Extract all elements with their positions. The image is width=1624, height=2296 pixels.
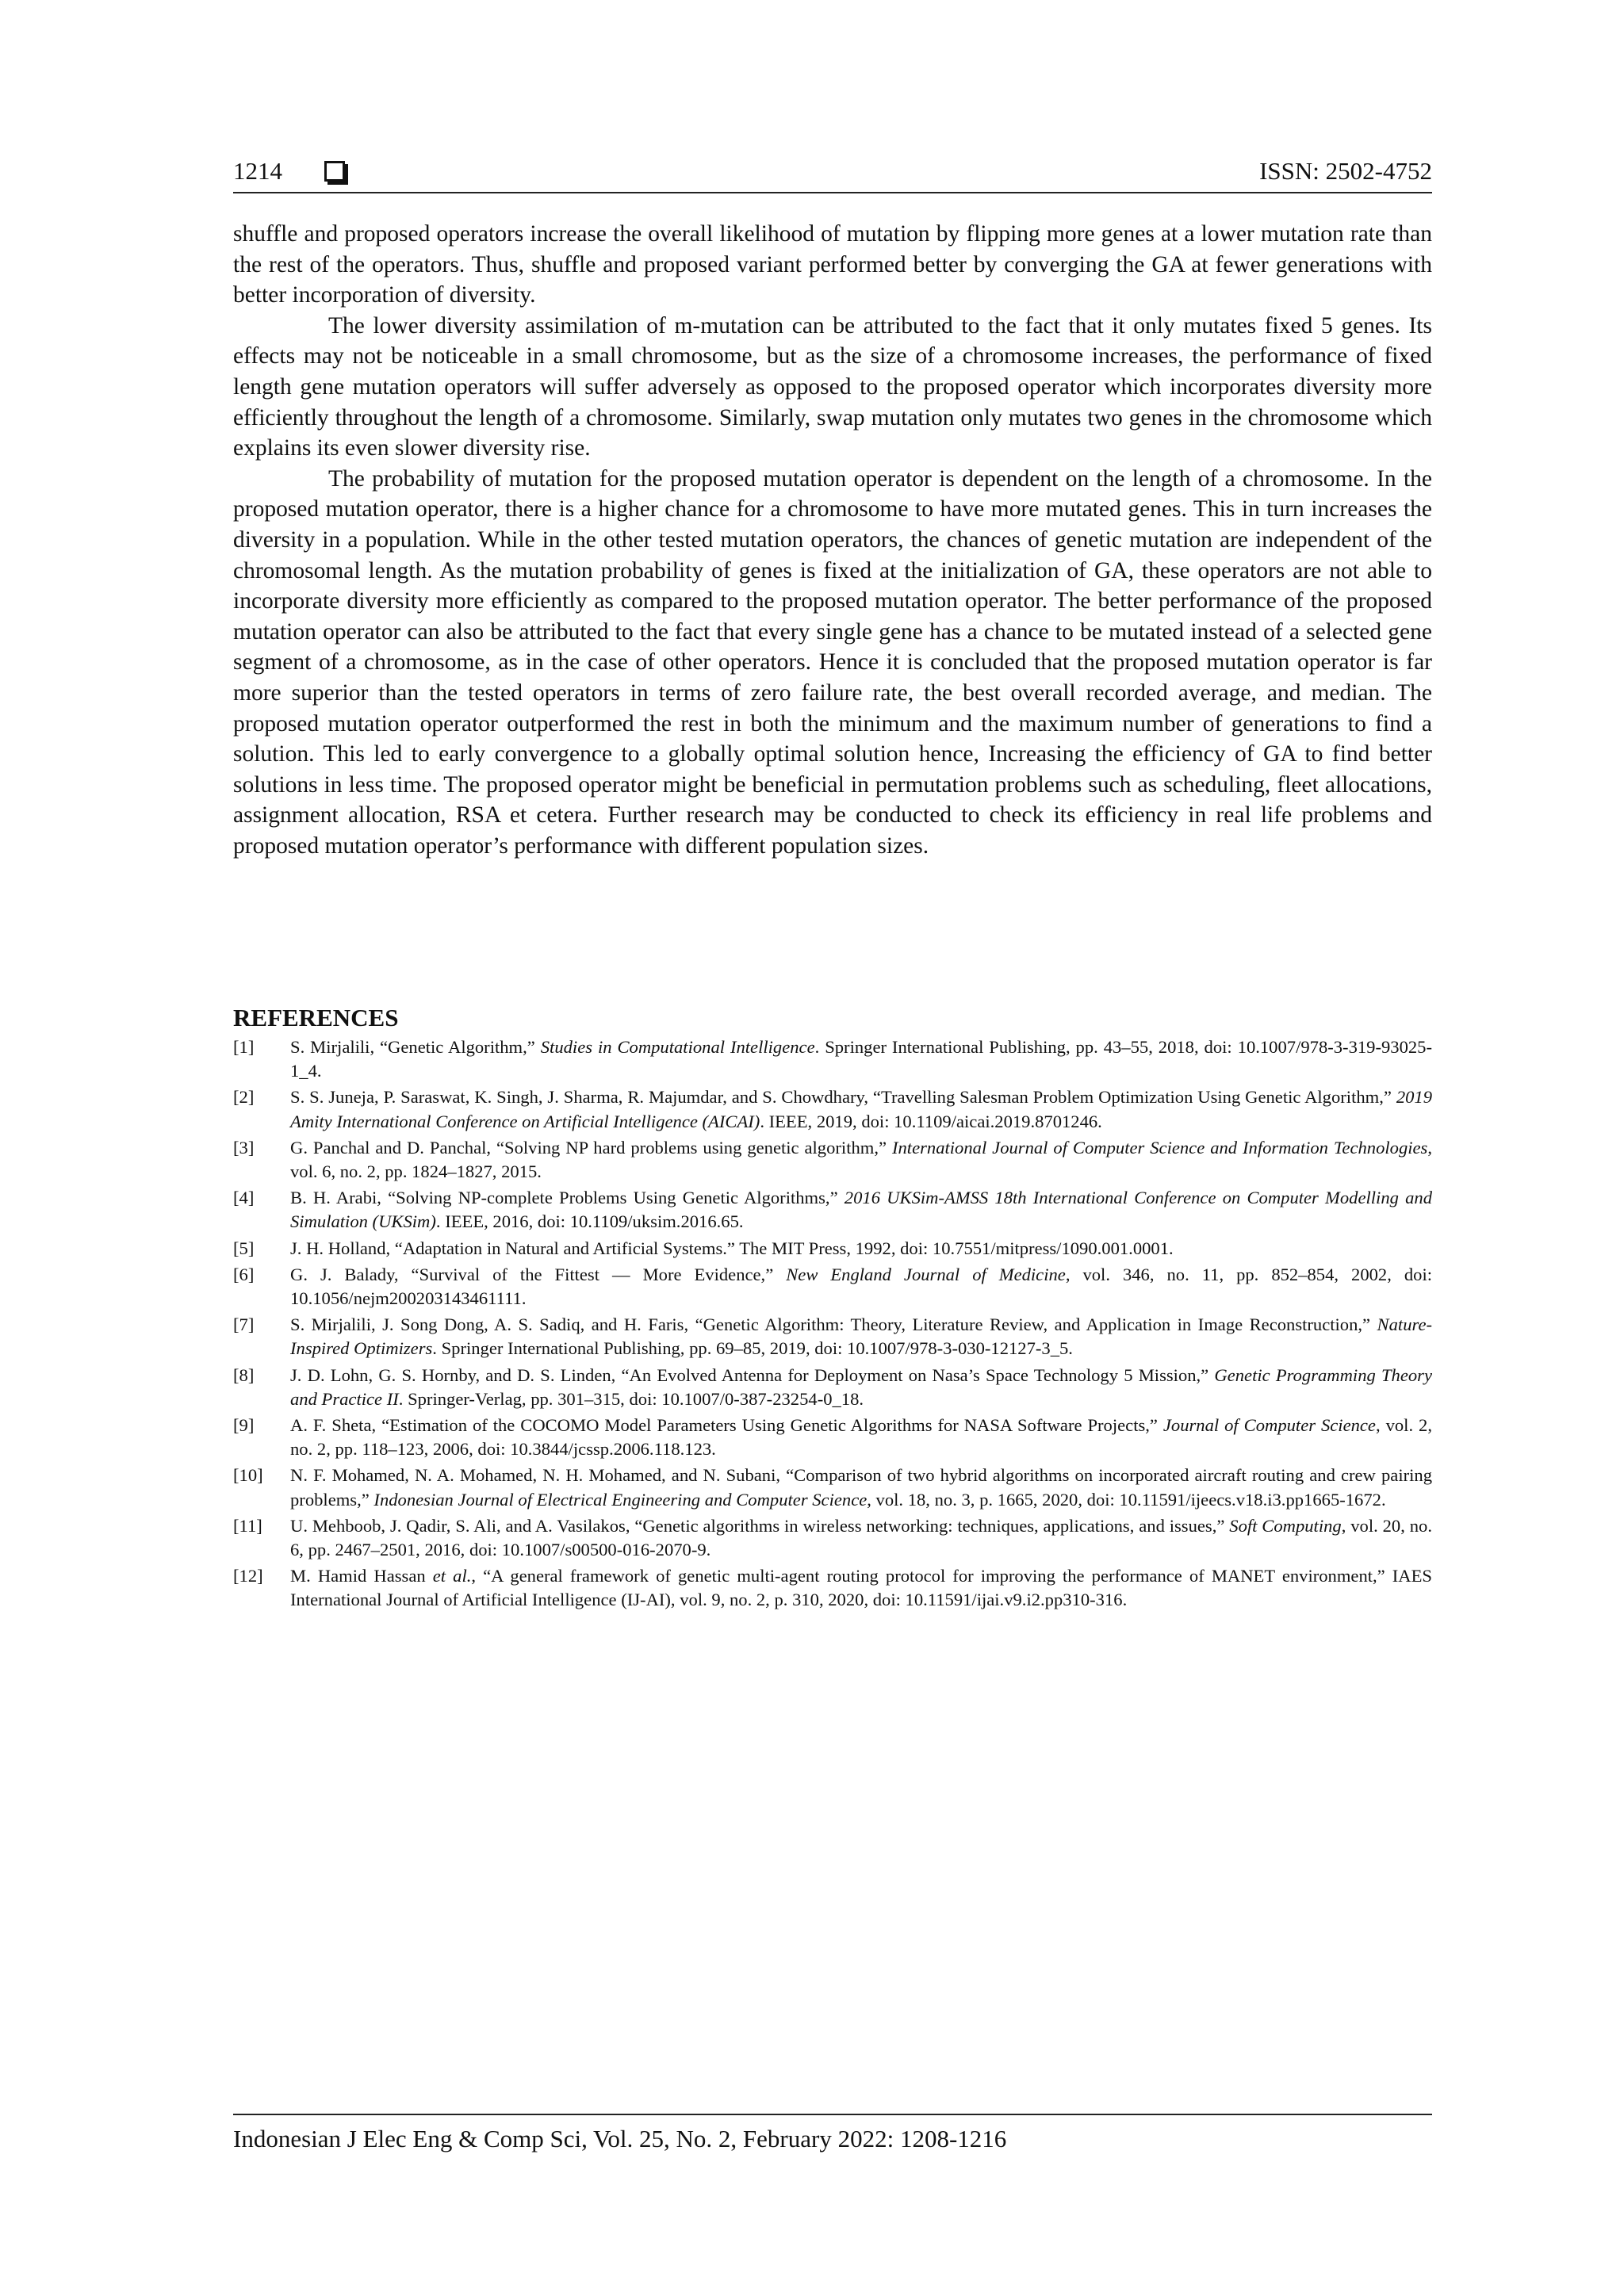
reference-text-plain: J. D. Lohn, G. S. Hornby, and D. S. Linden, “An Evolved Antenna for Deployment on Nasa’s Space Technology 5 Mission,” [290, 1364, 1215, 1385]
reference-source: International Journal of Computer Science and Information Technologies [891, 1137, 1428, 1158]
reference-text [290, 1514, 1432, 1562]
reference-item [233, 1136, 1432, 1184]
reference-source: Studies in Computational Intelligence [540, 1037, 815, 1057]
reference-number: [8] [233, 1364, 255, 1385]
reference-source: Soft Computing [1229, 1515, 1342, 1536]
reference-text-plain: , vol. 20, no. 6, pp. 2467–2501, 2016, doi: 10.1007/s00500-016-2070-9. [290, 1515, 1432, 1560]
reference-text [290, 1186, 1432, 1234]
reference-source: Indonesian Journal of Electrical Engineering and Computer Science [373, 1489, 868, 1510]
reference-item [233, 1464, 1432, 1511]
reference-text-plain: U. Mehboob, J. Qadir, S. Ali, and A. Vasilakos, “Genetic algorithms in wireless networking: techniques, applications, and issues,” [290, 1515, 1230, 1536]
paragraph: The probability of mutation for the proposed mutation operator is dependent on the length of a chromosome. In the proposed mutation operator, there is a higher chance for a chromosome to have more mutated genes. This in turn increases the diversity in a population. While in the other tested mutation operators, the chances of genetic mutation are independent of the chromosomal length. As the mutation probability of genes is fixed at the initialization of GA, these operators are not able to incorporate diversity more efficiently as compared to the proposed mutation operator. The better performance of the proposed mutation operator can also be attributed to the fact that every single gene has a chance to be mutated instead of a selected gene segment of a chromosome, as in the case of other operators. Hence it is concluded that the proposed mutation operator is far more superior than the tested operators in terms of zero failure rate, the best overall recorded average, and median. The proposed mutation operator outperformed the rest in both the minimum and the maximum number of generations to find a solution. This led to early convergence to a globally optimal solution hence, Increasing the efficiency of GA to find better solutions in less time. The proposed operator might be beneficial in permutation problems such as scheduling, fleet allocations, assignment allocation, RSA et cetera. Further research may be conducted to check its efficiency in real life problems and proposed mutation operator’s performance with different population sizes. [233, 465, 1432, 859]
reference-source: et al. [432, 1566, 472, 1586]
references-section [233, 1002, 1432, 1615]
paragraph: shuffle and proposed operators increase the overall likelihood of mutation by flipping more genes at a lower mutation rate than the rest of the operators. Thus, shuffle and proposed variant performed better by converging the GA at fewer generations with better incorporation of diversity. [233, 221, 1432, 308]
footer-citation: Indonesian J Elec Eng & Comp Sci, Vol. 25, No. 2, February 2022: 1208-1216 [233, 2125, 1007, 2152]
reference-text-plain: , “A general framework of genetic multi-agent routing protocol for improving the performance of MANET environment,” IAES International Journal of Artificial Intelligence (IJ-AI), vol. 9, no. 2, p. 310, 2020, doi: 10.11591/ijai.v9.i2.pp310-316. [290, 1566, 1432, 1610]
reference-number: [9] [233, 1415, 255, 1436]
page-number: 1214 [233, 157, 282, 185]
reference-item [233, 1186, 1432, 1234]
reference-source: Journal of Computer Science [1162, 1415, 1376, 1436]
reference-item [233, 1313, 1432, 1360]
body-text [233, 219, 1432, 861]
reference-text-plain: B. H. Arabi, “Solving NP-complete Problems Using Genetic Algorithms,” [290, 1188, 845, 1208]
reference-text [290, 1414, 1432, 1461]
reference-text-plain: , vol. 18, no. 3, p. 1665, 2020, doi: 10.11591/ijeecs.v18.i3.pp1665-1672. [867, 1489, 1386, 1510]
reference-item [233, 1364, 1432, 1411]
reference-text-plain: G. Panchal and D. Panchal, “Solving NP hard problems using genetic algorithm,” [290, 1137, 892, 1158]
references-heading: REFERENCES [233, 1004, 399, 1031]
reference-number: [2] [233, 1087, 255, 1108]
reference-text [290, 1313, 1432, 1360]
reference-item [233, 1263, 1432, 1311]
reference-source: 2016 UKSim-AMSS 18th International Conference on Computer Modelling and Simulation (UKSim) [290, 1188, 1433, 1232]
reference-number: [6] [233, 1264, 255, 1284]
reference-text-plain: . IEEE, 2016, doi: 10.1109/uksim.2016.65. [435, 1211, 744, 1232]
reference-text [290, 1085, 1432, 1133]
reference-text-plain: M. Hamid Hassan [290, 1566, 433, 1586]
reference-source: Nature-Inspired Optimizers [290, 1314, 1432, 1359]
reference-text [290, 1035, 1432, 1083]
reference-number: [12] [233, 1566, 263, 1586]
reference-text [290, 1564, 1432, 1612]
reference-text-plain: . Springer International Publishing, pp. 69–85, 2019, doi: 10.1007/978-3-030-12127-3_5. [432, 1338, 1073, 1359]
reference-source: New England Journal of Medicine [786, 1264, 1066, 1284]
reference-text [290, 1464, 1432, 1511]
reference-item [233, 1237, 1432, 1261]
reference-number: [4] [233, 1188, 255, 1208]
reference-item [233, 1514, 1432, 1562]
reference-text-plain: J. H. Holland, “Adaptation in Natural and Artificial Systems.” The MIT Press, 1992, doi: 10.7551/mitpress/1090.001.0001. [290, 1238, 1174, 1258]
reference-source: Genetic Programming Theory and Practice II [290, 1364, 1432, 1409]
reference-number: [1] [233, 1037, 255, 1057]
reference-text-plain: , vol. 346, no. 11, pp. 852–854, 2002, doi: 10.1056/nejm200203143461111. [290, 1264, 1432, 1309]
reference-item [233, 1414, 1432, 1461]
reference-text-plain: G. J. Balady, “Survival of the Fittest — More Evidence,” [290, 1264, 787, 1284]
reference-text-plain: S. Mirjalili, J. Song Dong, A. S. Sadiq, and H. Faris, “Genetic Algorithm: Theory, Literature Review, and Application in Image Reconstruction,” [290, 1314, 1377, 1335]
reference-text-plain: . Springer International Publishing, pp. 43–55, 2018, doi: 10.1007/978-3-319-93025-1_4. [290, 1037, 1433, 1081]
reference-text-plain: S. S. Juneja, P. Saraswat, K. Singh, J. Sharma, R. Majumdar, and S. Chowdhary, “Travelling Salesman Problem Optimization Using Genetic Algorithm,” [290, 1087, 1396, 1108]
reference-number: [5] [233, 1238, 255, 1258]
reference-text-plain: A. F. Sheta, “Estimation of the COCOMO Model Parameters Using Genetic Algorithms for NASA Software Projects,” [290, 1415, 1163, 1436]
reference-text-plain: , vol. 6, no. 2, pp. 1824–1827, 2015. [290, 1137, 1432, 1182]
reference-item [233, 1085, 1432, 1133]
reference-text-plain: , vol. 2, no. 2, pp. 118–123, 2006, doi: 10.3844/jcssp.2006.118.123. [290, 1415, 1432, 1460]
reference-text-plain: S. Mirjalili, “Genetic Algorithm,” [290, 1037, 541, 1057]
reference-item [233, 1564, 1432, 1612]
reference-text [290, 1136, 1432, 1184]
reference-text-plain: N. F. Mohamed, N. A. Mohamed, N. H. Mohamed, and N. Subani, “Comparison of two hybrid algorithms on incorporated aircraft routing and crew pairing problems,” [290, 1465, 1432, 1510]
reference-list [233, 1035, 1432, 1613]
reference-number: [7] [233, 1314, 255, 1335]
reference-number: [3] [233, 1137, 255, 1158]
reference-number: [10] [233, 1465, 263, 1486]
page-header [233, 155, 1432, 193]
reference-item [233, 1035, 1432, 1083]
square-box-icon [324, 161, 345, 182]
reference-text [290, 1263, 1432, 1311]
reference-text-plain: . IEEE, 2019, doi: 10.1109/aicai.2019.8701246. [760, 1111, 1102, 1131]
reference-number: [11] [233, 1515, 262, 1536]
reference-text-plain: . Springer-Verlag, pp. 301–315, doi: 10.1007/0-387-23254-0_18. [398, 1388, 864, 1409]
reference-text [290, 1237, 1432, 1261]
page-footer [233, 2114, 1432, 2155]
paragraph: The lower diversity assimilation of m-mutation can be attributed to the fact that it only mutates fixed 5 genes. Its effects may not be noticeable in a small chromosome, but as the size of a chromosome increases, the performance of fixed length gene mutation operators will suffer adversely as opposed to the proposed operator which incorporates diversity more efficiently throughout the length of a chromosome. Similarly, swap mutation only mutates two genes in the chromosome which explains its even slower diversity rise. [233, 312, 1432, 461]
issn-label: ISSN: 2502-4752 [1259, 157, 1432, 185]
reference-source: 2019 Amity International Conference on Artificial Intelligence (AICAI) [290, 1087, 1432, 1131]
reference-text [290, 1364, 1432, 1411]
